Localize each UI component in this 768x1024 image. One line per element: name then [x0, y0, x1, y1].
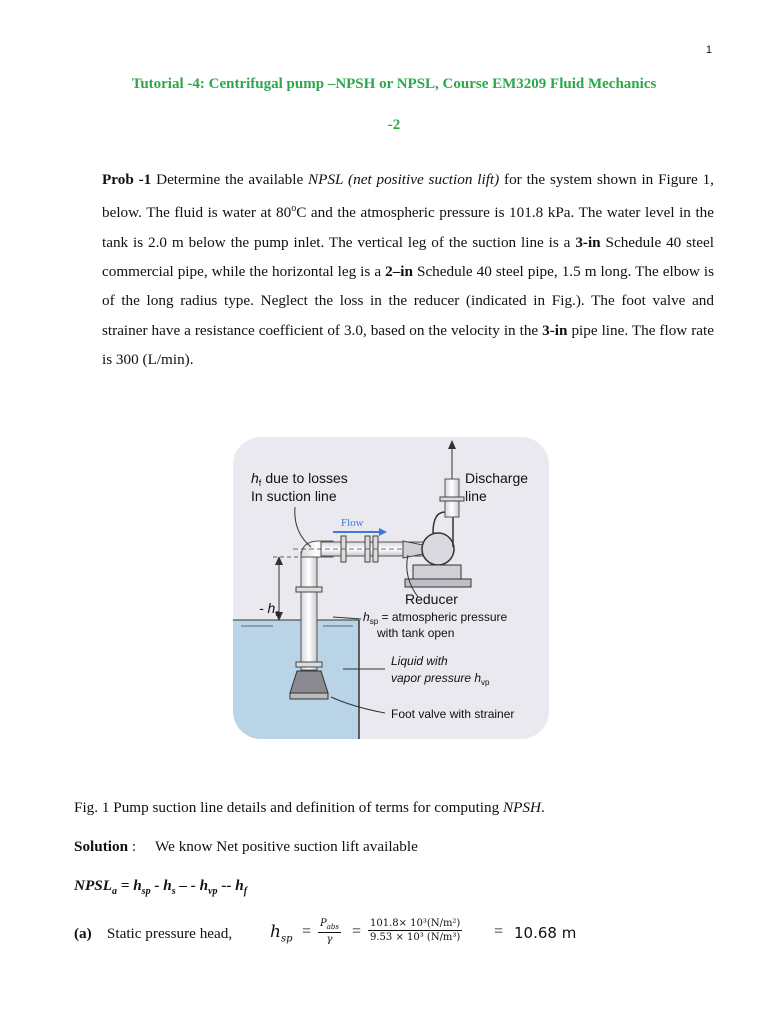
- fraction-pabs-gamma: $P_{abs}$ γ: [320, 918, 339, 945]
- page-number: 1: [705, 44, 712, 56]
- pump-base: [413, 565, 461, 579]
- static-pressure-head-equation: [74, 916, 694, 960]
- equals-sign: =: [352, 923, 362, 940]
- pipe-flange: [296, 587, 322, 592]
- problem-text: for the system shown in Figure 1, below. The fluid is water at 80: [102, 171, 714, 222]
- vapor-pressure-label: vapor pressure $h_{vp}$: [391, 671, 490, 687]
- problem-text: Schedule 40 steel pipe, 1.5 m long. The elbow is of the long radius type. Neglect the loss in the reducer (indicated in Fig.). The foot valve and strainer have a resistance coefficient of 3.0, based on the velocity in the: [102, 262, 715, 339]
- pump-diagram: [233, 437, 549, 739]
- npsl-term: NPSL (net positive suction lift): [308, 171, 500, 188]
- problem-text: pipe line. The flow rate is 300 (L/min).: [102, 321, 714, 368]
- problem-label: Prob -1: [102, 171, 152, 188]
- result-value: 10.68 m: [514, 924, 577, 942]
- pipe-size: 2–in: [385, 262, 413, 280]
- hs-label: - $h_s$: [259, 600, 280, 618]
- degree-symbol: o: [291, 203, 297, 215]
- lhs-hsp: $h_{sp}$: [270, 922, 293, 945]
- discharge-label: Discharge: [465, 470, 529, 486]
- flow-label: Flow: [341, 517, 364, 529]
- pump-foundation: [405, 579, 471, 587]
- solution-colon: :: [128, 838, 137, 855]
- equals-sign: =: [494, 923, 504, 940]
- hsp-label-line2: with tank open: [377, 626, 455, 640]
- caption-text: Fig. 1 Pump suction line details and definition of terms for computing: [74, 799, 503, 816]
- fraction-numeric: $\frac{\text{101.8× 10³(N/m²)}}{\text{9.53 × 10³ (N/m³)}}$: [370, 918, 461, 943]
- problem-statement: [102, 165, 714, 374]
- hf-label-line2: In suction line: [251, 488, 337, 504]
- problem-text: Determine the available: [151, 171, 309, 188]
- caption-end: .: [540, 799, 545, 816]
- solution-line: [74, 838, 418, 856]
- vertical-suction-pipe: [301, 552, 317, 670]
- pipe-flange: [296, 662, 322, 667]
- liquid-label: Liquid with: [391, 654, 448, 668]
- pump-casing: [422, 533, 454, 565]
- hsp-label: $h_{sp}$ = atmospheric pressure: [363, 610, 508, 626]
- reducer-label: Reducer: [405, 591, 458, 607]
- foot-valve: [290, 671, 328, 693]
- equals-sign: =: [302, 923, 312, 940]
- strainer: [290, 693, 328, 699]
- pump-suction-figure: [233, 437, 549, 739]
- npsl-equation: $NPSL_a = h_{sp} - h_s$ – - $h_{vp} -- h_f$: [74, 877, 248, 898]
- problem-text: C and the atmospheric pressure is 101.8 kPa. The water level in the tank is 2.0 m below the pump inlet. The vertical leg of the suction line is a: [102, 204, 714, 251]
- problem-text: Schedule 40 steel commercial pipe, while the horizontal leg is a: [102, 233, 714, 280]
- pipe-flange: [440, 497, 464, 501]
- caption-term: NPSH: [503, 799, 541, 816]
- discharge-label-line2: line: [465, 488, 487, 504]
- pipe-size: 3-in: [542, 321, 568, 339]
- solution-text: We know Net positive suction lift available: [155, 838, 418, 855]
- tutorial-title: Tutorial -4: Centrifugal pump –NPSH or NPSL, Course EM3209 Fluid Mechanics: [131, 76, 657, 92]
- equation-label: (a) Static pressure head,: [74, 925, 233, 942]
- figure-caption: [74, 799, 545, 817]
- foot-valve-label: Foot valve with strainer: [391, 707, 515, 721]
- tutorial-title-continued: -2: [387, 117, 401, 133]
- solution-label: Solution: [74, 838, 129, 855]
- hf-label: $h_f$ due to losses: [251, 470, 348, 488]
- pipe-size: 3-in: [575, 233, 601, 251]
